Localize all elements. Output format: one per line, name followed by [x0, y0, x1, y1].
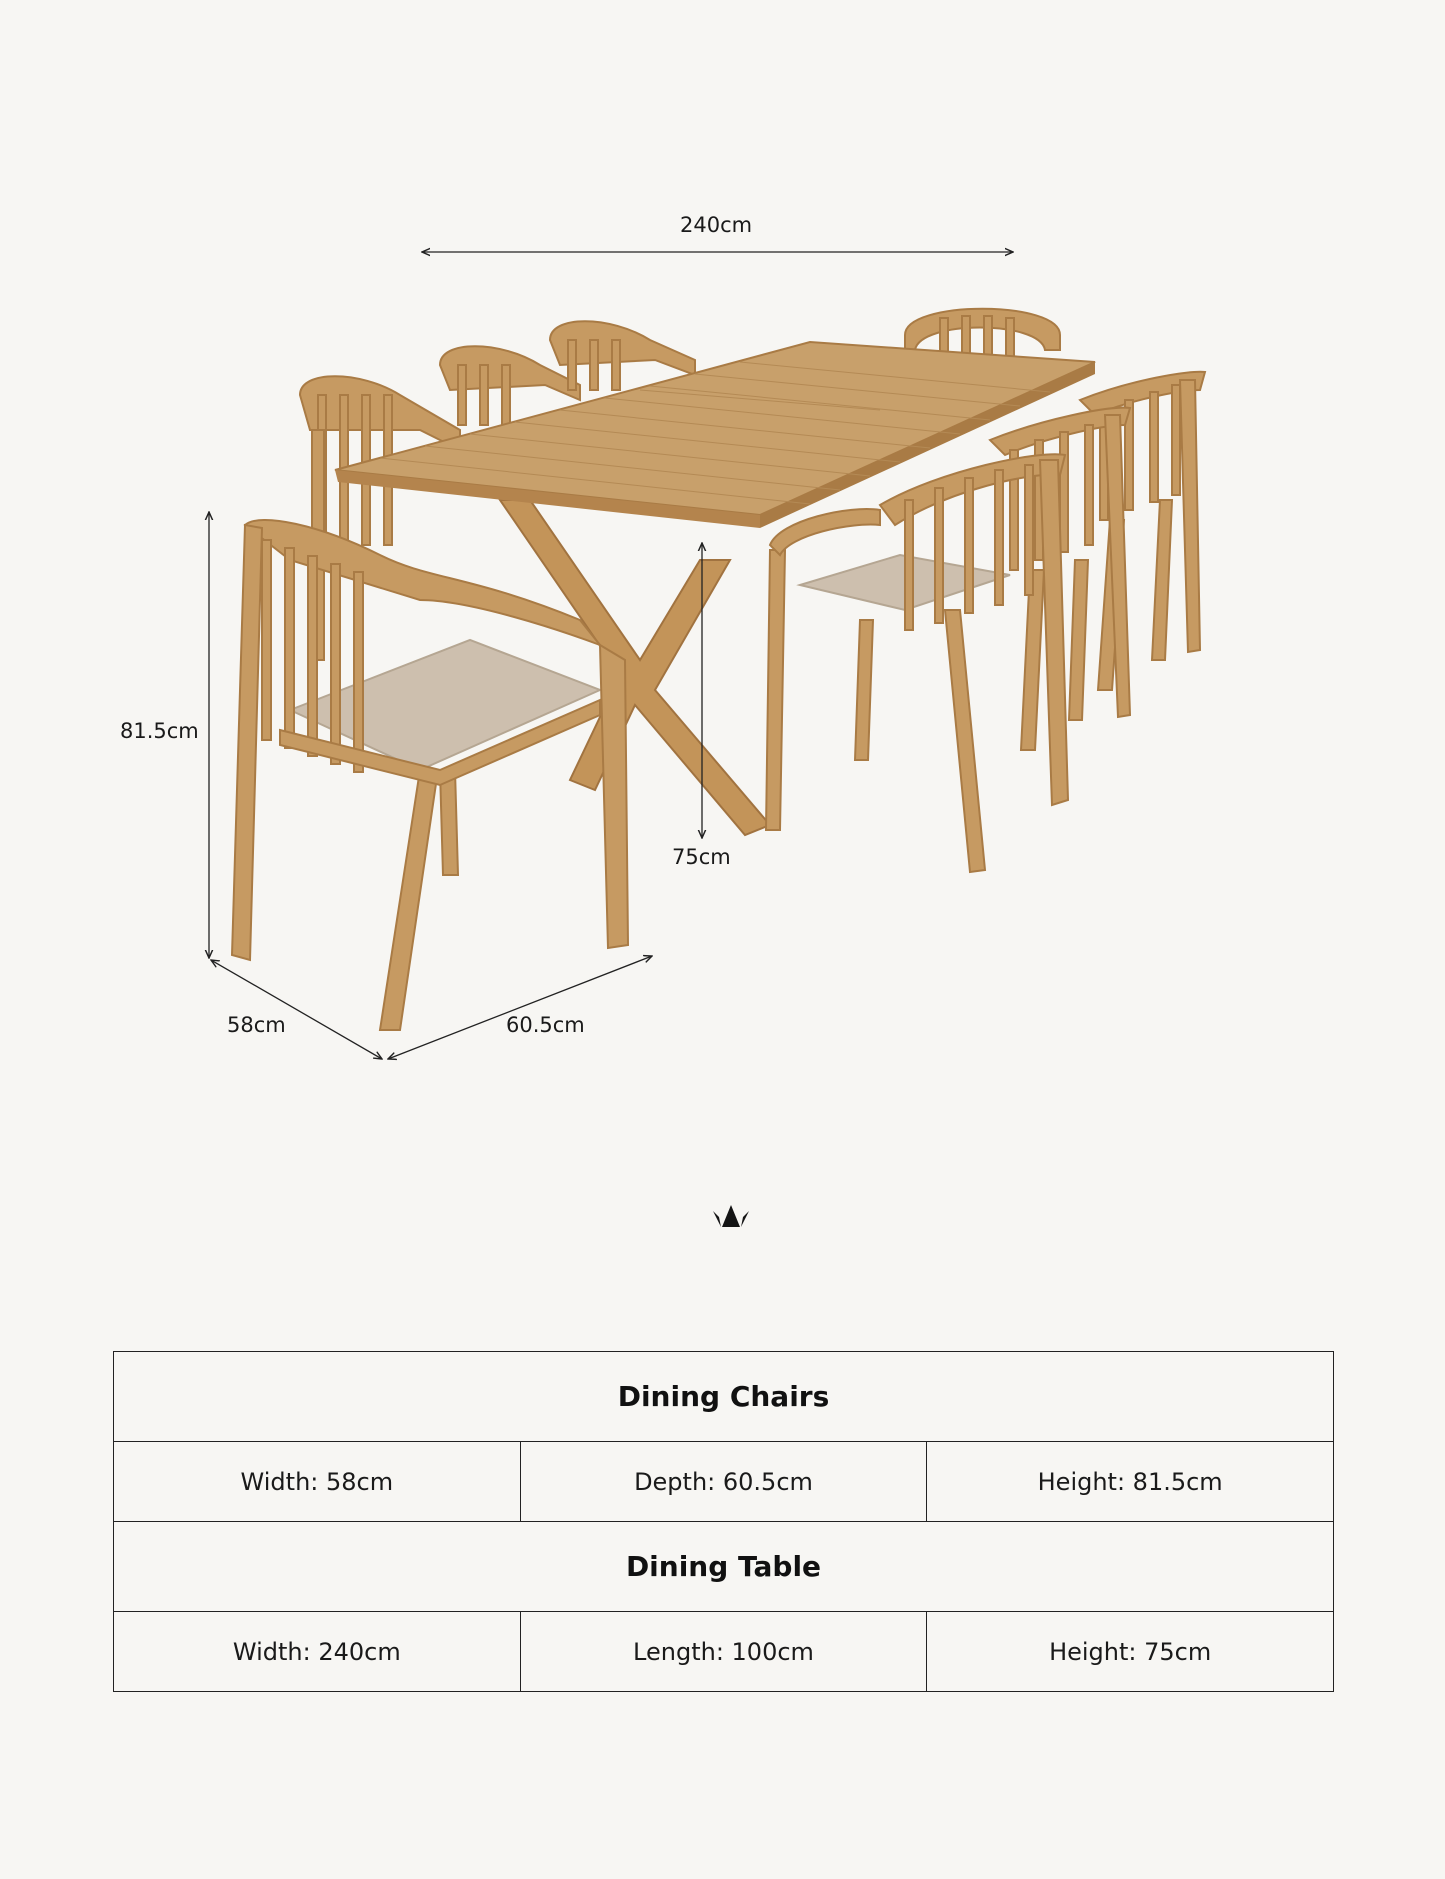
- table-values-row: [114, 1612, 1334, 1692]
- chair-height-label: 81.5cm: [120, 719, 199, 743]
- table-height-label: 75cm: [672, 845, 731, 869]
- chair-depth-label: 60.5cm: [506, 1013, 585, 1037]
- chair-width-cell: Width: 58cm: [114, 1442, 521, 1522]
- chairs-values-row: [114, 1442, 1334, 1522]
- table-width-cell: Width: 240cm: [114, 1612, 521, 1692]
- chair-width-label: 58cm: [227, 1013, 286, 1037]
- crown-icon: [712, 1203, 750, 1229]
- side-chair: [766, 454, 1068, 872]
- chair-height-cell: Height: 81.5cm: [927, 1442, 1334, 1522]
- table-height-cell: Height: 75cm: [927, 1612, 1334, 1692]
- chair-depth-cell: Depth: 60.5cm: [520, 1442, 927, 1522]
- table-width-label: 240cm: [680, 213, 753, 237]
- spec-table: [113, 1351, 1334, 1692]
- chairs-heading-row: [114, 1352, 1334, 1442]
- table-heading-row: [114, 1522, 1334, 1612]
- chair-depth-line: [388, 956, 652, 1059]
- table-length-cell: Length: 100cm: [520, 1612, 927, 1692]
- chairs-heading: Dining Chairs: [114, 1352, 1334, 1442]
- back-chair: [300, 376, 460, 660]
- table-heading: Dining Table: [114, 1522, 1334, 1612]
- chair-width-line: [211, 960, 382, 1059]
